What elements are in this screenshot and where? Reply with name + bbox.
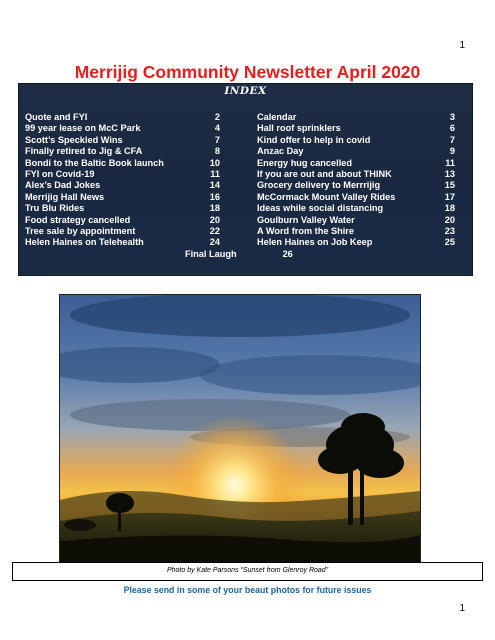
photo-caption: Photo by Kate Parsons “Sunset from Glenroy Road” [166, 567, 329, 574]
index-entry-page: 20 [209, 214, 220, 225]
index-entry-label: FYI on Covid-19 [25, 168, 95, 179]
index-entry-page: 10 [209, 157, 220, 168]
index-entry-page: 3 [449, 112, 455, 122]
index-entry-page: 13 [444, 168, 455, 179]
index-entry-page: 11 [445, 157, 455, 168]
index-entry-label: McCormack Mount Valley Rides [257, 191, 396, 202]
index-entry[interactable] [257, 215, 467, 226]
index-right-column [257, 112, 467, 249]
index-entry-page: 2 [214, 112, 220, 122]
index-entry-page: 7 [214, 134, 220, 145]
index-entry-label: Hall roof sprinklers [257, 123, 341, 134]
index-entry[interactable] [25, 180, 235, 191]
index-entry-label: 99 year lease on McC Park [25, 123, 141, 134]
index-entry-label: Anzac Day [257, 146, 304, 157]
index-entry-label: Energy hug cancelled [257, 157, 352, 168]
photo-appeal: Please send in some of your beaut photos for future issues [123, 585, 372, 595]
index-entry[interactable] [257, 180, 467, 191]
newsletter-title: Merrijig Community Newsletter April 2020 [74, 62, 421, 82]
index-entry-label: Calendar [257, 112, 297, 122]
index-entry-page: 23 [444, 225, 455, 236]
index-entry-label: Alex’s Dad Jokes [25, 180, 101, 191]
index-entry[interactable] [25, 123, 235, 134]
index-entry-page: 18 [209, 203, 220, 214]
index-entry[interactable] [25, 135, 235, 146]
index-entry[interactable] [25, 226, 235, 237]
index-entry-label: Helen Haines on Job Keep [257, 237, 373, 248]
index-entry[interactable] [257, 226, 467, 237]
index-entry[interactable] [25, 146, 235, 157]
index-entry[interactable] [25, 158, 235, 169]
index-entry-page: 26 [282, 249, 293, 259]
index-panel [18, 83, 473, 276]
index-entry[interactable] [257, 169, 467, 180]
index-entry[interactable] [257, 237, 467, 248]
index-entry-page: 25 [444, 237, 455, 248]
index-heading: INDEX [224, 85, 267, 97]
index-entry-label: Scott’s Speckled Wins [25, 134, 123, 145]
index-entry-page: 18 [444, 203, 455, 214]
index-entry[interactable] [257, 192, 467, 203]
index-entry-page: 6 [449, 123, 455, 134]
index-entry-label: Finally retired to Jig & CFA [25, 146, 143, 157]
index-entry[interactable] [25, 192, 235, 203]
index-entry-label: Tree sale by appointment [25, 225, 136, 236]
index-entry[interactable] [257, 158, 467, 169]
index-entry-page: 15 [444, 180, 455, 191]
photo-caption-box [12, 562, 483, 581]
index-entry[interactable] [25, 169, 235, 180]
index-entry-page: 17 [444, 191, 455, 202]
index-entry[interactable] [257, 146, 467, 157]
index-entry-final[interactable] [185, 249, 293, 259]
index-entry[interactable] [257, 203, 467, 214]
index-entry-label: A Word from the Shire [257, 225, 354, 236]
index-entry-label: Tru Blu Rides [25, 203, 85, 214]
sunset-photo [59, 294, 421, 564]
index-entry[interactable] [25, 237, 235, 248]
index-entry[interactable] [257, 123, 467, 134]
index-entry-page: 7 [449, 134, 455, 145]
index-entry-page: 8 [214, 146, 220, 157]
page-number-bottom: 1 [459, 603, 465, 614]
index-entry-page: 24 [209, 237, 220, 248]
index-entry-page: 11 [210, 168, 220, 179]
index-entry-page: 14 [209, 180, 220, 191]
index-entry-label: Merrijig Hall News [25, 191, 105, 202]
page-number-top: 1 [459, 40, 465, 51]
index-entry-label: Ideas while social distancing [257, 203, 384, 214]
index-entry-label: Food strategy cancelled [25, 214, 131, 225]
index-left-column [25, 112, 235, 249]
index-entry[interactable] [257, 135, 467, 146]
index-entry[interactable] [25, 203, 235, 214]
index-entry-label: Grocery delivery to Merrrijig [257, 180, 381, 191]
index-entry[interactable] [257, 112, 467, 123]
index-entry-label: Final Laugh [185, 249, 237, 259]
index-entry-page: 9 [449, 146, 455, 157]
index-entry-page: 20 [444, 214, 455, 225]
index-entry-page: 22 [209, 225, 220, 236]
index-entry-label: Bondi to the Baltic Book launch [25, 157, 164, 168]
sunset-landscape-image [60, 295, 420, 563]
index-entry-label: Kind offer to help in covid [257, 134, 371, 145]
index-entry-label: Helen Haines on Telehealth [25, 237, 144, 248]
index-entry-label: If you are out and about THINK [257, 168, 392, 179]
index-entry[interactable] [25, 112, 235, 123]
index-entry-label: Goulburn Valley Water [257, 214, 355, 225]
index-entry-page: 4 [214, 123, 220, 134]
index-entry-page: 16 [209, 191, 220, 202]
index-entry[interactable] [25, 215, 235, 226]
index-entry-label: Quote and FYI [25, 112, 88, 122]
